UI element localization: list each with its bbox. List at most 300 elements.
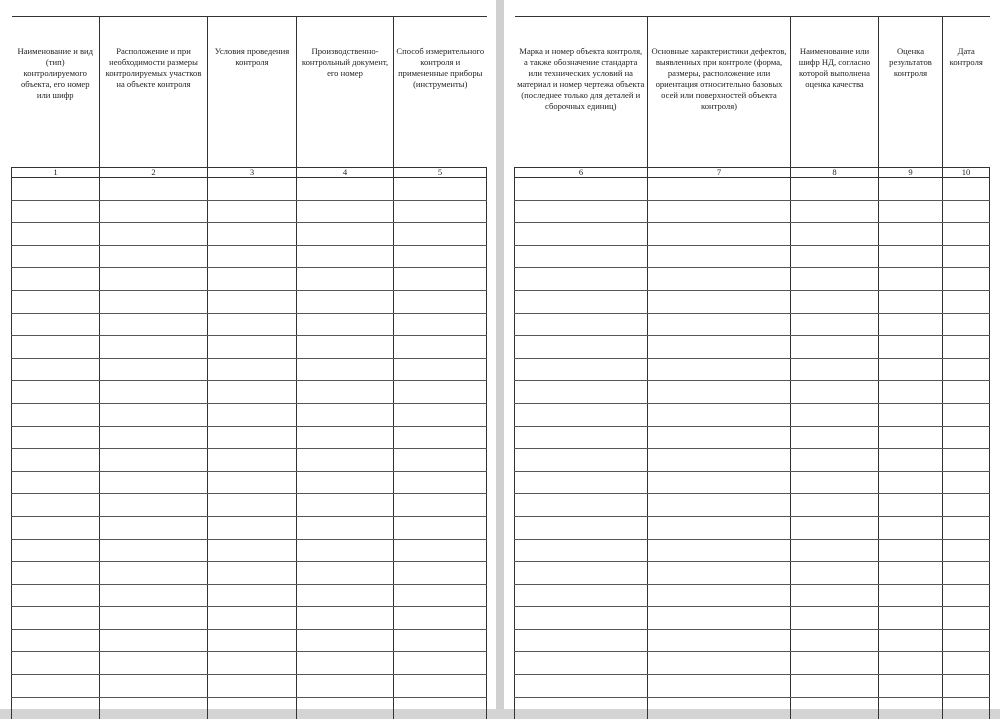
table-cell[interactable] (879, 426, 943, 449)
table-cell[interactable] (394, 494, 487, 517)
table-cell[interactable] (12, 516, 100, 539)
table-cell[interactable] (394, 449, 487, 472)
table-cell[interactable] (208, 358, 297, 381)
table-cell[interactable] (394, 516, 487, 539)
table-cell[interactable] (515, 449, 648, 472)
table-cell[interactable] (12, 697, 100, 719)
table-cell[interactable] (208, 313, 297, 336)
table-cell[interactable] (297, 697, 394, 719)
table-cell[interactable] (648, 449, 791, 472)
table-cell[interactable] (394, 584, 487, 607)
table-cell[interactable] (879, 449, 943, 472)
table-cell[interactable] (515, 358, 648, 381)
table-cell[interactable] (208, 449, 297, 472)
table-cell[interactable] (297, 516, 394, 539)
table-cell[interactable] (12, 223, 100, 246)
table-cell[interactable] (12, 471, 100, 494)
table-cell[interactable] (208, 403, 297, 426)
table-cell[interactable] (943, 358, 990, 381)
table-cell[interactable] (208, 584, 297, 607)
table-cell[interactable] (208, 652, 297, 675)
table-cell[interactable] (100, 675, 208, 698)
table-cell[interactable] (879, 245, 943, 268)
table-cell[interactable] (879, 652, 943, 675)
table-cell[interactable] (943, 245, 990, 268)
table-cell[interactable] (12, 381, 100, 404)
table-cell[interactable] (394, 539, 487, 562)
table-row (515, 313, 990, 336)
table-cell[interactable] (943, 290, 990, 313)
table-cell[interactable] (879, 629, 943, 652)
table-row (515, 245, 990, 268)
table-cell[interactable] (12, 290, 100, 313)
table-cell[interactable] (208, 494, 297, 517)
table-row (515, 652, 990, 675)
table-cell[interactable] (12, 403, 100, 426)
table-cell[interactable] (791, 562, 879, 585)
table-cell[interactable] (12, 539, 100, 562)
table-cell[interactable] (648, 562, 791, 585)
table-cell[interactable] (297, 584, 394, 607)
table-cell[interactable] (791, 336, 879, 359)
table-cell[interactable] (12, 200, 100, 223)
table-cell[interactable] (297, 675, 394, 698)
table-cell[interactable] (791, 697, 879, 719)
table-row (12, 336, 487, 359)
table-cell[interactable] (208, 178, 297, 201)
table-cell[interactable] (100, 358, 208, 381)
table-cell[interactable] (12, 584, 100, 607)
table-cell[interactable] (515, 697, 648, 719)
table-cell[interactable] (394, 200, 487, 223)
table-cell[interactable] (943, 449, 990, 472)
table-cell[interactable] (12, 358, 100, 381)
table-cell[interactable] (297, 381, 394, 404)
table-cell[interactable] (297, 562, 394, 585)
table-cell[interactable] (297, 426, 394, 449)
table-cell[interactable] (515, 223, 648, 246)
table-cell[interactable] (879, 607, 943, 630)
table-cell[interactable] (879, 268, 943, 291)
table-cell[interactable] (297, 652, 394, 675)
table-cell[interactable] (879, 584, 943, 607)
column-number-10: 10 (943, 168, 990, 178)
table-cell[interactable] (943, 178, 990, 201)
table-cell[interactable] (791, 629, 879, 652)
table-row (515, 178, 990, 201)
table-cell[interactable] (100, 629, 208, 652)
table-cell[interactable] (791, 358, 879, 381)
table-cell[interactable] (879, 516, 943, 539)
table-cell[interactable] (943, 562, 990, 585)
table-cell[interactable] (879, 336, 943, 359)
table-cell[interactable] (648, 381, 791, 404)
table-cell[interactable] (943, 313, 990, 336)
table-cell[interactable] (791, 426, 879, 449)
table-row (515, 494, 990, 517)
table-cell[interactable] (943, 223, 990, 246)
table-cell[interactable] (943, 539, 990, 562)
table-row (515, 675, 990, 698)
column-header-10: Дата контроля (943, 17, 990, 168)
table-cell[interactable] (12, 336, 100, 359)
column-header-4: Производственно-контрольный документ, его номер (297, 17, 394, 168)
table-cell[interactable] (515, 562, 648, 585)
table-cell[interactable] (297, 313, 394, 336)
table-cell[interactable] (100, 245, 208, 268)
table-cell[interactable] (208, 245, 297, 268)
table-row (12, 358, 487, 381)
table-cell[interactable] (791, 449, 879, 472)
table-cell[interactable] (394, 268, 487, 291)
table-cell[interactable] (879, 200, 943, 223)
table-body-left (12, 168, 487, 719)
table-cell[interactable] (879, 675, 943, 698)
table-row (515, 607, 990, 630)
table-cell[interactable] (648, 516, 791, 539)
table-cell[interactable] (394, 403, 487, 426)
table-cell[interactable] (515, 426, 648, 449)
table-cell[interactable] (208, 539, 297, 562)
table-cell[interactable] (394, 245, 487, 268)
table-cell[interactable] (943, 471, 990, 494)
table-cell[interactable] (791, 494, 879, 517)
table-cell[interactable] (515, 178, 648, 201)
table-row (12, 675, 487, 698)
table-cell[interactable] (297, 471, 394, 494)
table-cell[interactable] (648, 200, 791, 223)
table-cell[interactable] (208, 516, 297, 539)
table-cell[interactable] (394, 675, 487, 698)
table-cell[interactable] (100, 697, 208, 719)
table-cell[interactable] (100, 381, 208, 404)
column-number-4: 4 (297, 168, 394, 178)
table-cell[interactable] (100, 290, 208, 313)
table-cell[interactable] (12, 629, 100, 652)
table-row (12, 697, 487, 719)
table-cell[interactable] (297, 223, 394, 246)
table-cell[interactable] (879, 539, 943, 562)
table-cell[interactable] (879, 471, 943, 494)
table-cell[interactable] (879, 697, 943, 719)
table-cell[interactable] (394, 178, 487, 201)
column-number-1: 1 (12, 168, 100, 178)
table-cell[interactable] (394, 381, 487, 404)
table-cell[interactable] (879, 358, 943, 381)
table-cell[interactable] (394, 697, 487, 719)
table-cell[interactable] (100, 426, 208, 449)
table-row (12, 200, 487, 223)
table-cell[interactable] (394, 607, 487, 630)
table-cell[interactable] (394, 629, 487, 652)
table-cell[interactable] (791, 584, 879, 607)
column-number-7: 7 (648, 168, 791, 178)
table-cell[interactable] (100, 403, 208, 426)
table-cell[interactable] (208, 629, 297, 652)
table-cell[interactable] (879, 178, 943, 201)
table-cell[interactable] (943, 403, 990, 426)
table-cell[interactable] (879, 290, 943, 313)
table-cell[interactable] (879, 403, 943, 426)
table-cell[interactable] (791, 178, 879, 201)
table-row (12, 516, 487, 539)
table-cell[interactable] (943, 697, 990, 719)
table-cell[interactable] (515, 652, 648, 675)
table-cell[interactable] (648, 652, 791, 675)
table-cell[interactable] (791, 290, 879, 313)
table-cell[interactable] (791, 675, 879, 698)
column-number-9: 9 (879, 168, 943, 178)
table-row (515, 200, 990, 223)
table-cell[interactable] (943, 381, 990, 404)
table-row (12, 290, 487, 313)
table-cell[interactable] (515, 200, 648, 223)
table-cell[interactable] (791, 652, 879, 675)
table-cell[interactable] (515, 675, 648, 698)
table-cell[interactable] (100, 584, 208, 607)
table-cell[interactable] (515, 336, 648, 359)
table-cell[interactable] (297, 539, 394, 562)
table-row (515, 562, 990, 585)
table-cell[interactable] (515, 313, 648, 336)
table-cell[interactable] (648, 223, 791, 246)
table-cell[interactable] (297, 336, 394, 359)
table-cell[interactable] (648, 494, 791, 517)
table-cell[interactable] (297, 607, 394, 630)
table-cell[interactable] (100, 313, 208, 336)
header-row (12, 17, 487, 168)
column-number-3: 3 (208, 168, 297, 178)
table-cell[interactable] (515, 245, 648, 268)
table-cell[interactable] (208, 200, 297, 223)
table-cell[interactable] (791, 245, 879, 268)
table-cell[interactable] (100, 223, 208, 246)
table-cell[interactable] (515, 516, 648, 539)
table-cell[interactable] (12, 268, 100, 291)
table-cell[interactable] (648, 178, 791, 201)
table-cell[interactable] (297, 358, 394, 381)
table-cell[interactable] (12, 313, 100, 336)
table-cell[interactable] (12, 426, 100, 449)
table-cell[interactable] (943, 494, 990, 517)
page-gutter (496, 0, 504, 709)
table-cell[interactable] (100, 449, 208, 472)
table-cell[interactable] (100, 494, 208, 517)
table-cell[interactable] (648, 629, 791, 652)
table-row (12, 562, 487, 585)
table-cell[interactable] (208, 223, 297, 246)
table-cell[interactable] (394, 426, 487, 449)
table-cell[interactable] (100, 516, 208, 539)
table-cell[interactable] (297, 290, 394, 313)
table-cell[interactable] (648, 336, 791, 359)
inspection-log-table-left (11, 16, 487, 719)
table-cell[interactable] (297, 268, 394, 291)
column-header-7: Основные характеристики дефектов, выявленных при контроле (форма, размеры, расположение или ориентация относительно базовых осей или поверхностей объекта контроля) (648, 17, 791, 168)
table-row (515, 584, 990, 607)
table-cell[interactable] (100, 268, 208, 291)
table-cell[interactable] (515, 268, 648, 291)
column-number-8: 8 (791, 168, 879, 178)
table-cell[interactable] (943, 584, 990, 607)
table-cell[interactable] (394, 358, 487, 381)
table-cell[interactable] (208, 607, 297, 630)
table-cell[interactable] (515, 403, 648, 426)
table-row (515, 336, 990, 359)
table-cell[interactable] (12, 449, 100, 472)
table-cell[interactable] (394, 223, 487, 246)
table-cell[interactable] (297, 449, 394, 472)
table-cell[interactable] (515, 471, 648, 494)
table-cell[interactable] (100, 607, 208, 630)
table-cell[interactable] (648, 675, 791, 698)
table-cell[interactable] (943, 426, 990, 449)
table-cell[interactable] (791, 403, 879, 426)
table-cell[interactable] (879, 494, 943, 517)
table-row (515, 426, 990, 449)
table-cell[interactable] (12, 494, 100, 517)
table-cell[interactable] (791, 607, 879, 630)
table-cell[interactable] (208, 697, 297, 719)
table-cell[interactable] (100, 471, 208, 494)
table-cell[interactable] (208, 336, 297, 359)
table-cell[interactable] (100, 200, 208, 223)
table-cell[interactable] (297, 245, 394, 268)
table-cell[interactable] (100, 178, 208, 201)
table-row (515, 381, 990, 404)
table-row (515, 290, 990, 313)
table-cell[interactable] (12, 652, 100, 675)
table-cell[interactable] (648, 607, 791, 630)
table-cell[interactable] (648, 697, 791, 719)
column-header-3: Условия проведения контроля (208, 17, 297, 168)
table-cell[interactable] (791, 381, 879, 404)
table-cell[interactable] (515, 584, 648, 607)
table-cell[interactable] (943, 200, 990, 223)
table-cell[interactable] (208, 426, 297, 449)
table-cell[interactable] (515, 629, 648, 652)
table-row (12, 223, 487, 246)
table-cell[interactable] (791, 516, 879, 539)
table-row (515, 697, 990, 719)
table-cell[interactable] (100, 336, 208, 359)
table-cell[interactable] (208, 268, 297, 291)
table-cell[interactable] (208, 290, 297, 313)
table-cell[interactable] (100, 539, 208, 562)
table-cell[interactable] (208, 675, 297, 698)
table-cell[interactable] (648, 245, 791, 268)
table-cell[interactable] (791, 539, 879, 562)
column-header-9: Оценка результатов контроля (879, 17, 943, 168)
table-row (12, 494, 487, 517)
table-cell[interactable] (879, 381, 943, 404)
table-cell[interactable] (208, 562, 297, 585)
table-cell[interactable] (100, 652, 208, 675)
table-cell[interactable] (648, 471, 791, 494)
table-cell[interactable] (515, 290, 648, 313)
table-cell[interactable] (12, 245, 100, 268)
table-cell[interactable] (394, 313, 487, 336)
table-row (515, 449, 990, 472)
table-cell[interactable] (648, 539, 791, 562)
table-cell[interactable] (791, 200, 879, 223)
table-cell[interactable] (648, 268, 791, 291)
table-row (515, 223, 990, 246)
table-cell[interactable] (394, 336, 487, 359)
table-cell[interactable] (943, 629, 990, 652)
table-cell[interactable] (297, 200, 394, 223)
table-cell[interactable] (297, 403, 394, 426)
table-cell[interactable] (648, 290, 791, 313)
table-cell[interactable] (515, 607, 648, 630)
table-cell[interactable] (943, 652, 990, 675)
column-header-1: Наименование и вид (тип) контролируемого объекта, его номер или шифр (12, 17, 100, 168)
column-number-row (515, 168, 990, 178)
table-cell[interactable] (879, 223, 943, 246)
table-row (12, 426, 487, 449)
table-cell[interactable] (515, 381, 648, 404)
table-cell[interactable] (12, 562, 100, 585)
table-cell[interactable] (12, 607, 100, 630)
table-cell[interactable] (943, 675, 990, 698)
table-cell[interactable] (648, 313, 791, 336)
table-cell[interactable] (297, 494, 394, 517)
table-row (12, 584, 487, 607)
table-cell[interactable] (943, 336, 990, 359)
table-cell[interactable] (791, 471, 879, 494)
table-row (12, 178, 487, 201)
header-row (515, 17, 990, 168)
table-row (515, 539, 990, 562)
column-number-2: 2 (100, 168, 208, 178)
table-cell[interactable] (12, 178, 100, 201)
table-cell[interactable] (394, 652, 487, 675)
table-cell[interactable] (12, 675, 100, 698)
column-number-row (12, 168, 487, 178)
table-cell[interactable] (515, 539, 648, 562)
table-cell[interactable] (943, 607, 990, 630)
table-cell[interactable] (791, 268, 879, 291)
table-cell[interactable] (297, 178, 394, 201)
table-cell[interactable] (297, 629, 394, 652)
table-cell[interactable] (648, 403, 791, 426)
table-row (515, 358, 990, 381)
table-cell[interactable] (791, 223, 879, 246)
table-row (12, 403, 487, 426)
column-number-5: 5 (394, 168, 487, 178)
inspection-log-table-right (514, 16, 990, 719)
table-cell[interactable] (648, 426, 791, 449)
table-cell[interactable] (394, 290, 487, 313)
table-cell[interactable] (943, 268, 990, 291)
table-row (12, 607, 487, 630)
table-cell[interactable] (879, 562, 943, 585)
table-cell[interactable] (648, 358, 791, 381)
table-cell[interactable] (394, 562, 487, 585)
right-page (504, 0, 1000, 709)
table-cell[interactable] (791, 313, 879, 336)
table-row (12, 245, 487, 268)
table-cell[interactable] (879, 313, 943, 336)
table-cell[interactable] (943, 516, 990, 539)
table-cell[interactable] (648, 584, 791, 607)
table-cell[interactable] (208, 471, 297, 494)
column-number-6: 6 (515, 168, 648, 178)
table-cell[interactable] (208, 381, 297, 404)
table-cell[interactable] (515, 494, 648, 517)
table-cell[interactable] (100, 562, 208, 585)
table-cell[interactable] (394, 471, 487, 494)
